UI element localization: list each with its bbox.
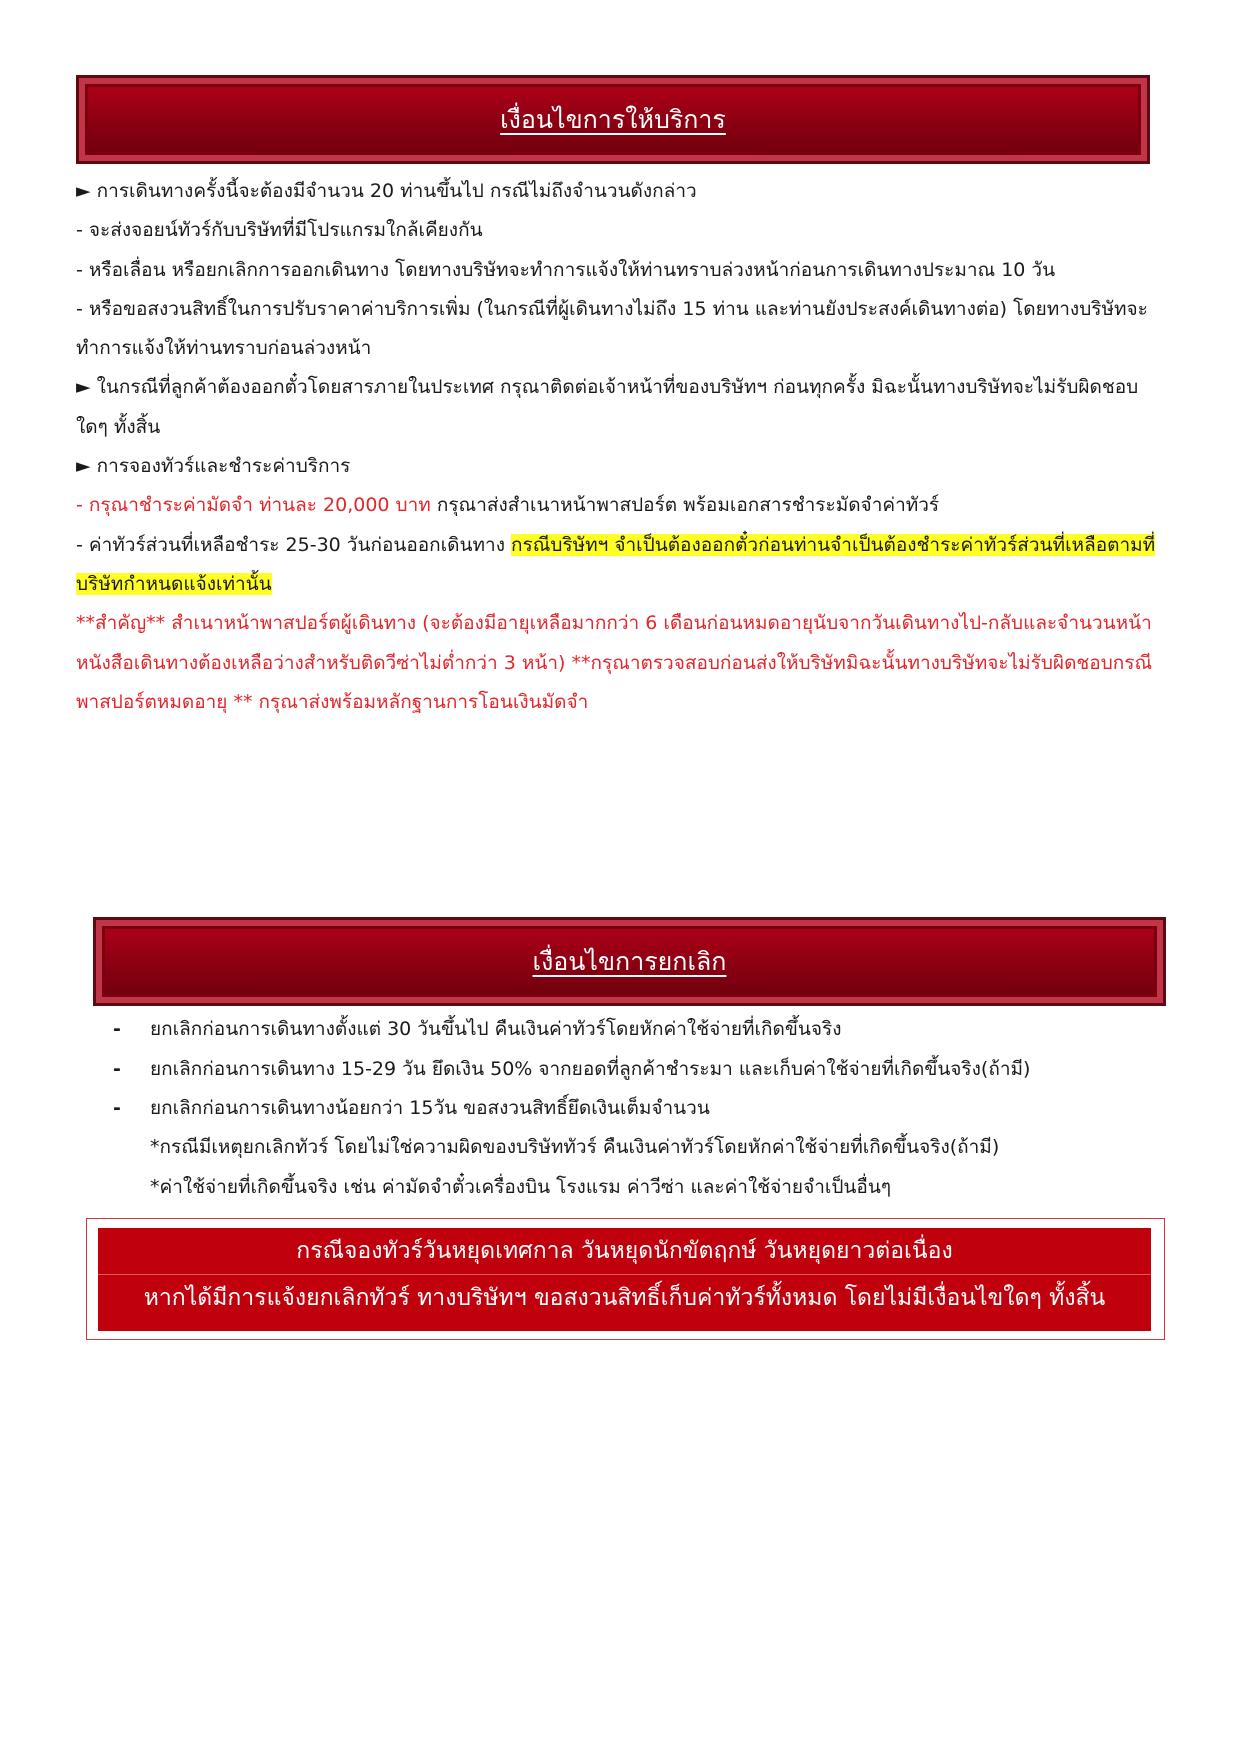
cancellation-title: เงื่อนไขการยกเลิก xyxy=(532,946,727,976)
condition-line: ► การจองทัวร์และชำระค่าบริการ xyxy=(76,455,351,478)
balance-text: - ค่าทัวร์ส่วนที่เหลือชำระ 25-30 วันก่อนออกเดินทาง xyxy=(76,533,512,556)
cancellation-list xyxy=(110,1010,1170,1129)
condition-line: - จะส่งจอยน์ทัวร์กับบริษัทที่มีโปรแกรมใกล้เคียงกัน xyxy=(76,219,483,242)
list-item xyxy=(110,1089,1170,1129)
holiday-notice-line: กรณีจองทัวร์วันหยุดเทศกาล วันหยุดนักขัตฤกษ์ วันหยุดยาวต่อเนื่อง xyxy=(98,1228,1151,1275)
balance-line xyxy=(76,526,1166,605)
cancellation-note: *กรณีมีเหตุยกเลิกทัวร์ โดยไม่ใช่ความผิดของบริษัททัวร์ คืนเงินค่าทัวร์โดยหักค่าใช้จ่ายที่เกิดขึ้นจริง(ถ้ามี) xyxy=(150,1136,1000,1158)
balance-highlight-text: กรณีบริษัทฯ จำเป็นต้องออกตั๋วก่อนท่านจำเป็นต้องชำระค่าทัวร์ส่วนที่เหลือตามที่บริษัทกำหนดแจ้งเท่านั้น xyxy=(76,533,1156,595)
cancellation-rule-text: ยกเลิกก่อนการเดินทางน้อยกว่า 15วัน ขอสงวนสิทธิ์ยึดเงินเต็มจำนวน xyxy=(150,1097,710,1119)
holiday-notice-line: หากได้มีการแจ้งยกเลิกทัวร์ ทางบริษัทฯ ขอสงวนสิทธิ์เก็บค่าทัวร์ทั้งหมด โดยไม่มีเงื่อนไขใดๆ ทั้งสิ้น xyxy=(143,1285,1106,1311)
cancellation-note: *ค่าใช้จ่ายที่เกิดขึ้นจริง เช่น ค่ามัดจำตั๋วเครื่องบิน โรงแรม ค่าวีซ่า และค่าใช้จ่ายจำเป็นอื่นๆ xyxy=(150,1175,892,1198)
list-item xyxy=(110,1050,1170,1090)
service-conditions-banner xyxy=(76,75,1150,164)
deposit-line xyxy=(76,486,1166,525)
bullet-dash: - xyxy=(113,1018,121,1040)
condition-line: - หรือขอสงวนสิทธิ์ในการปรับราคาค่าบริการเพิ่ม (ในกรณีที่ผู้เดินทางไม่ถึง 15 ท่าน และท่านยังประสงค์เดินทางต่อ) โดยทางบริษัทจะทำการแจ้งให้ท่านทราบก่อนล่วงหน้า xyxy=(76,297,1148,360)
service-conditions-title: เงื่อนไขการให้บริการ xyxy=(500,104,726,134)
list-item xyxy=(110,1010,1170,1050)
cancellation-rule-text: ยกเลิกก่อนการเดินทาง 15-29 วัน ยึดเงิน 50% จากยอดที่ลูกค้าชำระมา และเก็บค่าใช้จ่ายที่เกิดขึ้นจริง(ถ้ามี) xyxy=(150,1057,1031,1080)
cancellation-rule-text: ยกเลิกก่อนการเดินทางตั้งแต่ 30 วันขึ้นไป คืนเงินค่าทัวร์โดยหักค่าใช้จ่ายที่เกิดขึ้นจริง xyxy=(150,1018,842,1040)
condition-line: ► การเดินทางครั้งนี้จะต้องมีจำนวน 20 ท่านขึ้นไป กรณีไม่ถึงจำนวนดังกล่าว xyxy=(76,180,697,202)
service-conditions-body xyxy=(76,172,1166,722)
deposit-amount-text: - กรุณาชำระค่ามัดจำ ท่านละ 20,000 บาท xyxy=(76,494,431,517)
cancellation-notes xyxy=(150,1128,1160,1207)
important-note: **สำคัญ** สำเนาหน้าพาสปอร์ตผู้เดินทาง (จะต้องมีอายุเหลือมากกว่า 6 เดือนก่อนหมดอายุนับจากวันเดินทางไป-กลับและจำนวนหน้าหนังสือเดินทางต้องเหลือว่างสำหรับติดวีซ่าไม่ต่ำกว่า 3 หน้า) **กรุณาตรวจสอบก่อนส่งให้บริษัทมิฉะนั้นทางบริษัทจะไม่รับผิดชอบกรณีพาสปอร์ตหมดอายุ ** กรุณาส่งพร้อมหลักฐานการโอนเงินมัดจำ xyxy=(76,612,1153,713)
condition-line: ► ในกรณีที่ลูกค้าต้องออกตั๋วโดยสารภายในประเทศ กรุณาติดต่อเจ้าหน้าที่ของบริษัทฯ ก่อนทุกครั้ง มิฉะนั้นทางบริษัทจะไม่รับผิดชอบใดๆ ทั้งสิ้น xyxy=(76,376,1139,438)
bullet-dash: - xyxy=(113,1097,121,1119)
holiday-notice xyxy=(98,1228,1151,1331)
bullet-dash: - xyxy=(113,1057,121,1080)
cancellation-banner xyxy=(93,917,1166,1006)
condition-line: - หรือเลื่อน หรือยกเลิกการออกเดินทาง โดยทางบริษัทจะทำการแจ้งให้ท่านทราบล่วงหน้าก่อนการเดินทางประมาณ 10 วัน xyxy=(76,258,1056,281)
deposit-instruction-text: กรุณาส่งสำเนาหน้าพาสปอร์ต พร้อมเอกสารชำระมัดจำค่าทัวร์ xyxy=(430,494,940,517)
